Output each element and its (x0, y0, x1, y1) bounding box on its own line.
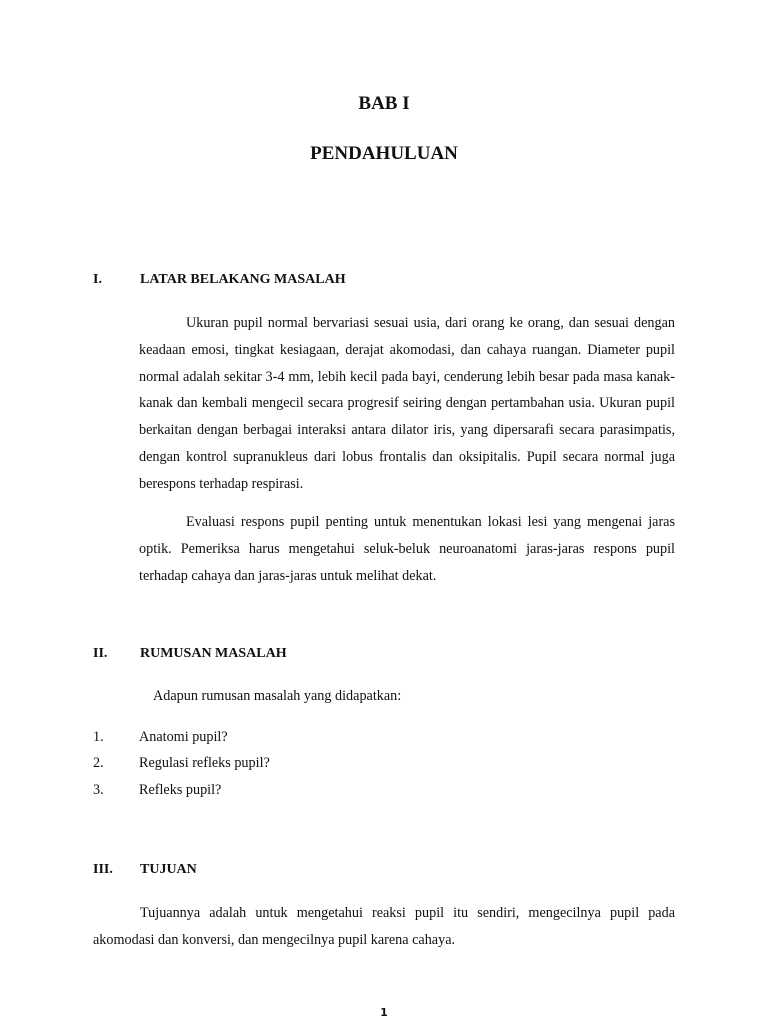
section-number: III. (93, 862, 113, 877)
problem-intro: Adapun rumusan masalah yang didapatkan: (153, 688, 402, 704)
chapter-title: PENDAHULUAN (310, 143, 458, 164)
list-text: Regulasi refleks pupil? (139, 755, 270, 771)
list-number: 1. (93, 729, 104, 745)
list-number: 3. (93, 782, 104, 798)
section-title: TUJUAN (140, 862, 197, 877)
section-number: II. (93, 646, 108, 661)
section-title: RUMUSAN MASALAH (140, 646, 287, 661)
list-text: Refleks pupil? (139, 782, 222, 798)
paragraph-background-2: Evaluasi respons pupil penting untuk menentukan lokasi lesi yang mengenai jaras optik. Pemeriksa harus mengetahui seluk-beluk neuroanatomi jaras-jaras respons pupil terhadap cahaya dan jaras-jaras untuk melihat dekat. (139, 514, 675, 584)
list-number: 2. (93, 755, 104, 771)
section-title: LATAR BELAKANG MASALAH (140, 272, 346, 287)
paragraph-objective: Tujuannya adalah untuk mengetahui reaksi pupil itu sendiri, mengecilnya pupil pada akomodasi dan konversi, dan mengecilnya pupil karena cahaya. (93, 905, 675, 948)
page-number: 1 (380, 1006, 388, 1019)
chapter-heading: BAB I (358, 93, 410, 114)
section-number: I. (93, 272, 102, 287)
paragraph-background-1: Ukuran pupil normal bervariasi sesuai usia, dari orang ke orang, dan sesuai dengan keadaan emosi, tingkat kesiagaan, derajat akomodasi, dan cahaya ruangan. Diameter pupil normal adalah sekitar 3-4 mm, lebih kecil pada bayi, cenderung lebih besar pada masa kanak-kanak dan kembali mengecil secara progresif seiring dengan pertambahan usia. Ukuran pupil berkaitan dengan berbagai interaksi antara dilator iris, yang dipersarafi secara parasimpatis, dengan kontrol supranukleus dari lobus frontalis dan oksipitalis. Pupil secara normal juga berespons terhadap respirasi. (139, 315, 675, 492)
list-text: Anatomi pupil? (139, 729, 228, 745)
